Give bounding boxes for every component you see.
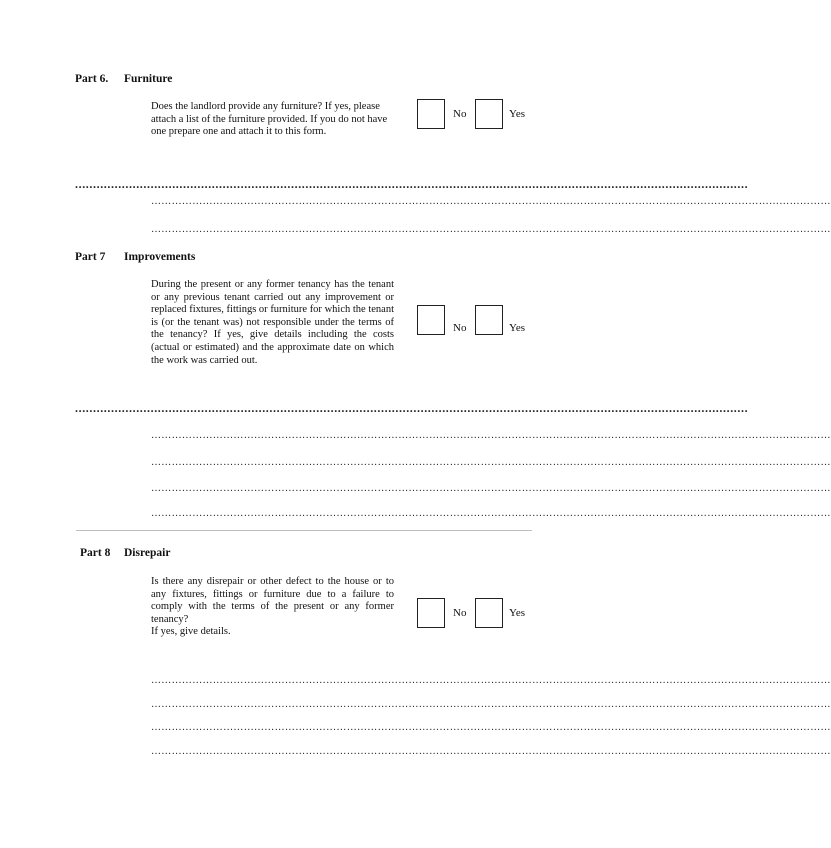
part-8-answer-line-3[interactable]: ……………………………………………………………………………………………………………………………………………………………………………… <box>151 722 831 733</box>
part-7-question-text: During the present or any former tenancy has the tenant or any previous tenant carried out any improvement or replaced fixtures, fittings or furniture for which the tenant is (or the tenant was) not responsible under the terms of the tenancy? If yes, give details including the costs (actual or estimated) and the approximate date on which the work was carried out. <box>151 279 394 366</box>
part-8-question-extra: If yes, give details. <box>151 626 231 638</box>
part-8-answer-line-4[interactable]: ……………………………………………………………………………………………………………………………………………………………………………… <box>151 746 831 757</box>
part-7-no-checkbox[interactable] <box>417 305 445 335</box>
part-7-answer-line-1[interactable]: ........................................................................................................................................................................................... <box>75 401 749 415</box>
part-7-answer-line-4[interactable]: ……………………………………………………………………………………………………………………………………………………………………………… <box>151 483 831 494</box>
part-8-answer-line-1[interactable]: ……………………………………………………………………………………………………………………………………………………………………………… <box>151 675 831 686</box>
part-6-title: Furniture <box>124 73 173 85</box>
part-7-no-label: No <box>453 322 467 334</box>
part-6-yes-checkbox[interactable] <box>475 99 503 129</box>
part-6-answer-line-3[interactable]: ……………………………………………………………………………………………………………………………………………………………………………… <box>151 224 831 235</box>
part-6-no-checkbox[interactable] <box>417 99 445 129</box>
part-7-yes-checkbox[interactable] <box>475 305 503 335</box>
part-7-answer-line-2[interactable]: ……………………………………………………………………………………………………………………………………………………………………………… <box>151 430 831 441</box>
part-8-yes-checkbox[interactable] <box>475 598 503 628</box>
part-6-yes-label: Yes <box>509 108 526 120</box>
part-8-title: Disrepair <box>124 547 171 559</box>
section-divider <box>76 530 532 531</box>
part-7-number: Part 7 <box>75 251 106 263</box>
part-7-answer-line-5[interactable]: ……………………………………………………………………………………………………………………………………………………………………………… <box>151 508 831 519</box>
part-8-yes-label: Yes <box>509 607 526 619</box>
part-8-question <box>151 576 394 639</box>
part-6-question <box>151 101 394 139</box>
part-7-question <box>151 279 394 367</box>
part-6-answer-line-1[interactable]: ........................................................................................................................................................................................... <box>75 177 749 191</box>
part-8-question-text: Is there any disrepair or other defect to the house or to any fixtures, fittings or furniture due to a failure to comply with the terms of the present or any former tenancy? <box>151 576 394 625</box>
part-7-yes-label: Yes <box>509 322 526 334</box>
part-8-answer-line-2[interactable]: ……………………………………………………………………………………………………………………………………………………………………………… <box>151 699 831 710</box>
part-6-answer-line-2[interactable]: ……………………………………………………………………………………………………………………………………………………………………………… <box>151 196 831 207</box>
part-6-no-label: No <box>453 108 467 120</box>
part-8-number: Part 8 <box>80 547 111 559</box>
part-7-title: Improvements <box>124 251 196 263</box>
part-8-no-label: No <box>453 607 467 619</box>
part-7-answer-line-3[interactable]: ……………………………………………………………………………………………………………………………………………………………………………… <box>151 457 831 468</box>
part-8-no-checkbox[interactable] <box>417 598 445 628</box>
part-6-question-text: Does the landlord provide any furniture? If yes, please attach a list of the furniture provided. If you do not have one prepare one and attach it to this form. <box>151 101 388 138</box>
part-6-number: Part 6. <box>75 73 109 85</box>
